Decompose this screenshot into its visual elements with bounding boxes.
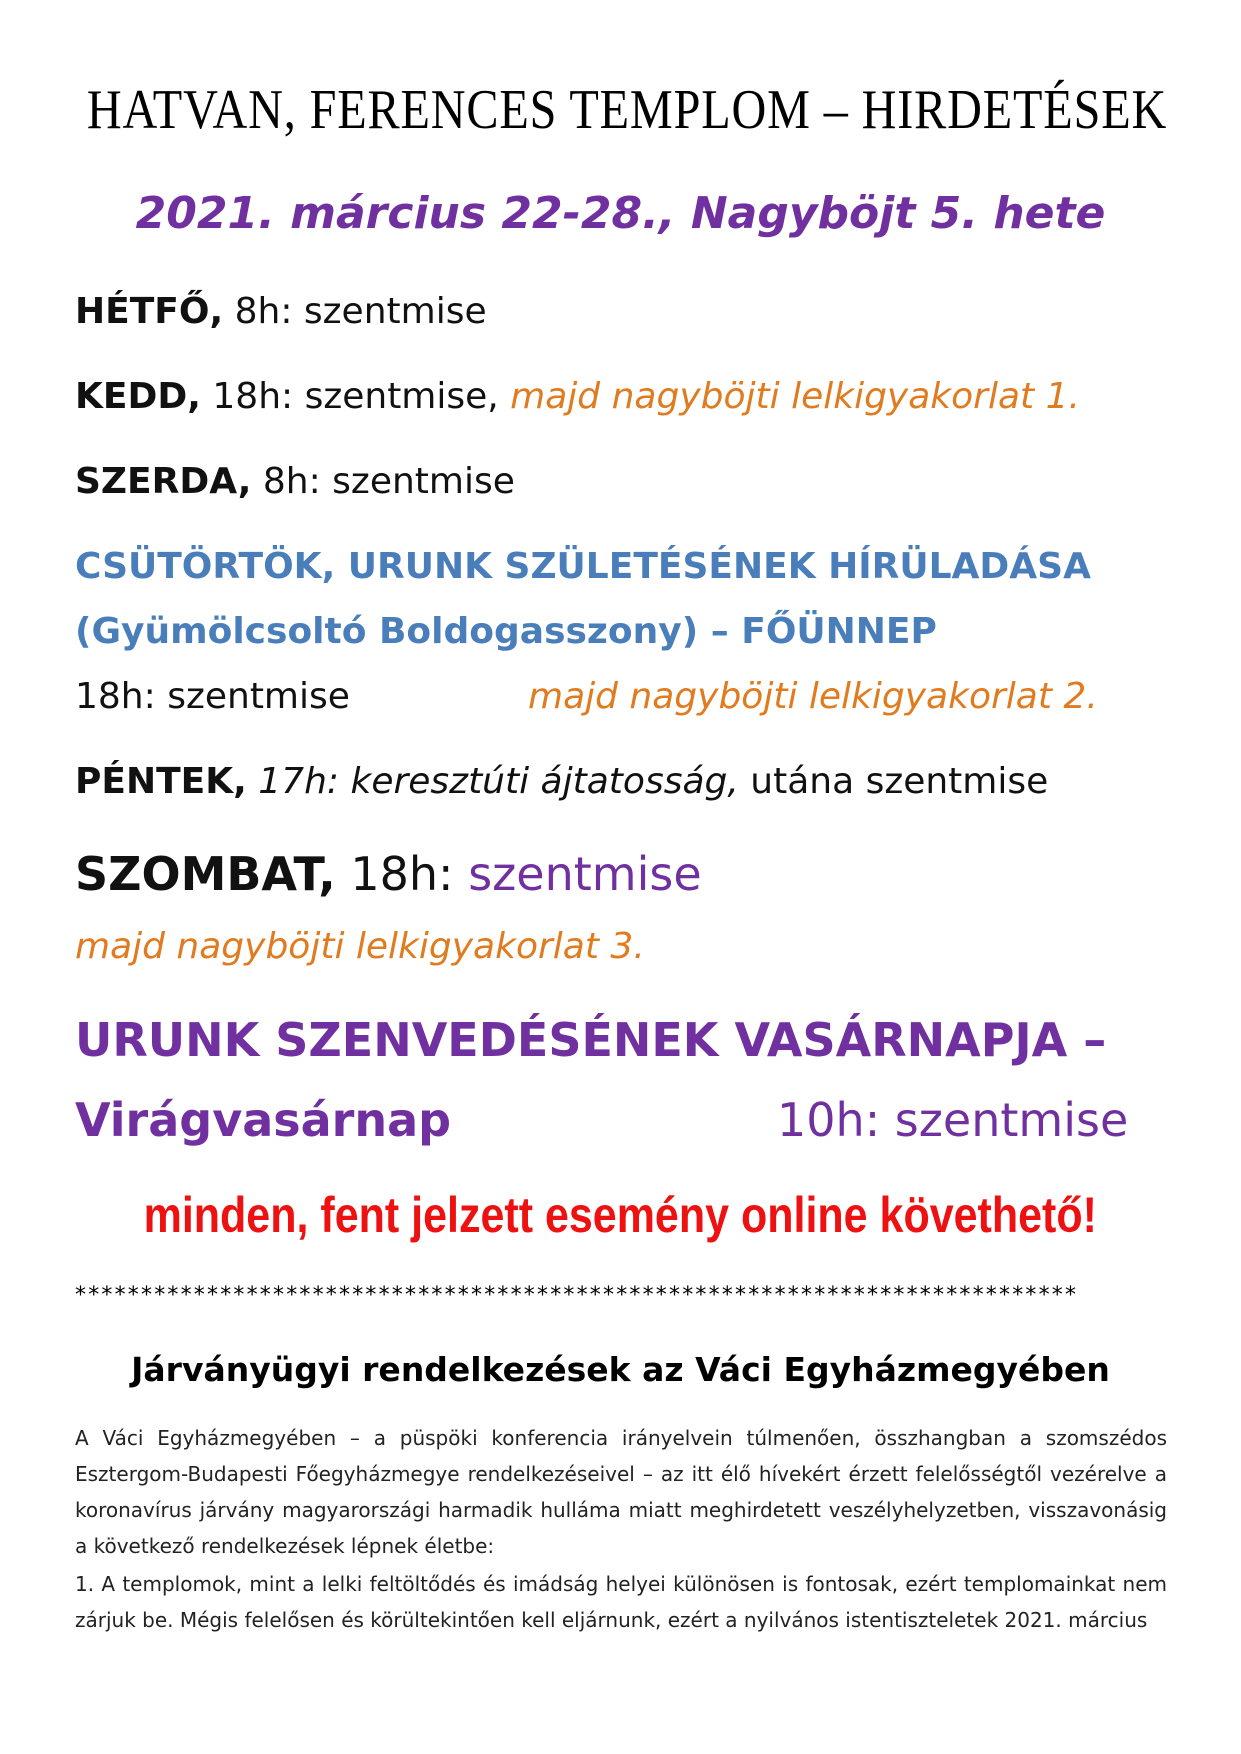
online-notice bbox=[0, 1186, 1241, 1244]
decree-title: Járványügyi rendelkezések az Váci Egyházmegyében bbox=[131, 1350, 1110, 1389]
separator: **************************************************************************** bbox=[75, 1283, 1079, 1308]
sunday-time: 10h: szentmise bbox=[777, 1093, 1129, 1147]
thursday-extra: majd nagyböjti lelkigyakorlat 2. bbox=[528, 676, 1098, 717]
sunday-line1: URUNK SZENVEDÉSÉNEK VASÁRNAPJA – bbox=[75, 1013, 1107, 1067]
thursday-time: 18h: szentmise bbox=[75, 676, 350, 717]
tuesday-row bbox=[75, 375, 1080, 419]
monday-time: 8h: szentmise bbox=[223, 291, 487, 332]
wednesday-day: SZERDA, bbox=[75, 461, 252, 502]
tuesday-extra: majd nagyböjti lelkigyakorlat 1. bbox=[510, 376, 1080, 417]
monday-day: HÉTFŐ, bbox=[75, 291, 224, 332]
thursday-feast-line2: (Gyümölcsoltó Boldogasszony) – FŐÜNNEP bbox=[75, 611, 937, 652]
saturday-mass: szentmise bbox=[468, 847, 702, 901]
friday-row bbox=[75, 760, 1048, 804]
sunday-line2: Virágvasárnap bbox=[75, 1093, 452, 1147]
saturday-row bbox=[75, 846, 702, 902]
saturday-time: 18h: bbox=[335, 847, 469, 901]
friday-rest: utána szentmise bbox=[738, 761, 1049, 802]
decree-paragraph-2: 1. A templomok, mint a lelki feltöltődés és imádság helyei különösen is fontosak, ezért templomainkat nem zárjuk be. Mégis felelősen és körültekintően kell eljárnunk, ezért a nyilvános istentiszteletek 2021. március bbox=[75, 1572, 1167, 1632]
saturday-extra: majd nagyböjti lelkigyakorlat 3. bbox=[75, 926, 645, 967]
page-title: HATVAN, FERENCES TEMPLOM – HIRDETÉSEK bbox=[86, 79, 1168, 141]
tuesday-time: 18h: szentmise, bbox=[200, 376, 511, 417]
friday-stations: 17h: keresztúti ájtatosság, bbox=[246, 761, 739, 802]
saturday-day: SZOMBAT, bbox=[75, 847, 336, 901]
decree-paragraph-1: A Váci Egyházmegyében – a püspöki konferencia irányelvein túlmenően, összhangban a szomszédos Esztergom-Budapesti Főegyházmegye rendelkezéseivel – az itt élő hívekért érzett felelősségtől vezérelve a koronavírus járvány magyarországi harmadik hulláma miatt meghirdetett veszélyhelyzetben, visszavonásig a következő rendelkezések lépnek életbe: bbox=[75, 1426, 1167, 1558]
friday-day: PÉNTEK, bbox=[75, 761, 247, 802]
wednesday-row bbox=[75, 460, 515, 504]
week-subtitle: 2021. március 22-28., Nagyböjt 5. hete bbox=[135, 188, 1106, 239]
online-notice-text: minden, fent jelzett esemény online követhető! bbox=[143, 1187, 1098, 1243]
thursday-feast-line1: CSÜTÖRTÖK, URUNK SZÜLETÉSÉNEK HÍRÜLADÁSA bbox=[75, 546, 1091, 587]
wednesday-time: 8h: szentmise bbox=[251, 461, 515, 502]
tuesday-day: KEDD, bbox=[75, 376, 201, 417]
monday-row bbox=[75, 290, 487, 334]
